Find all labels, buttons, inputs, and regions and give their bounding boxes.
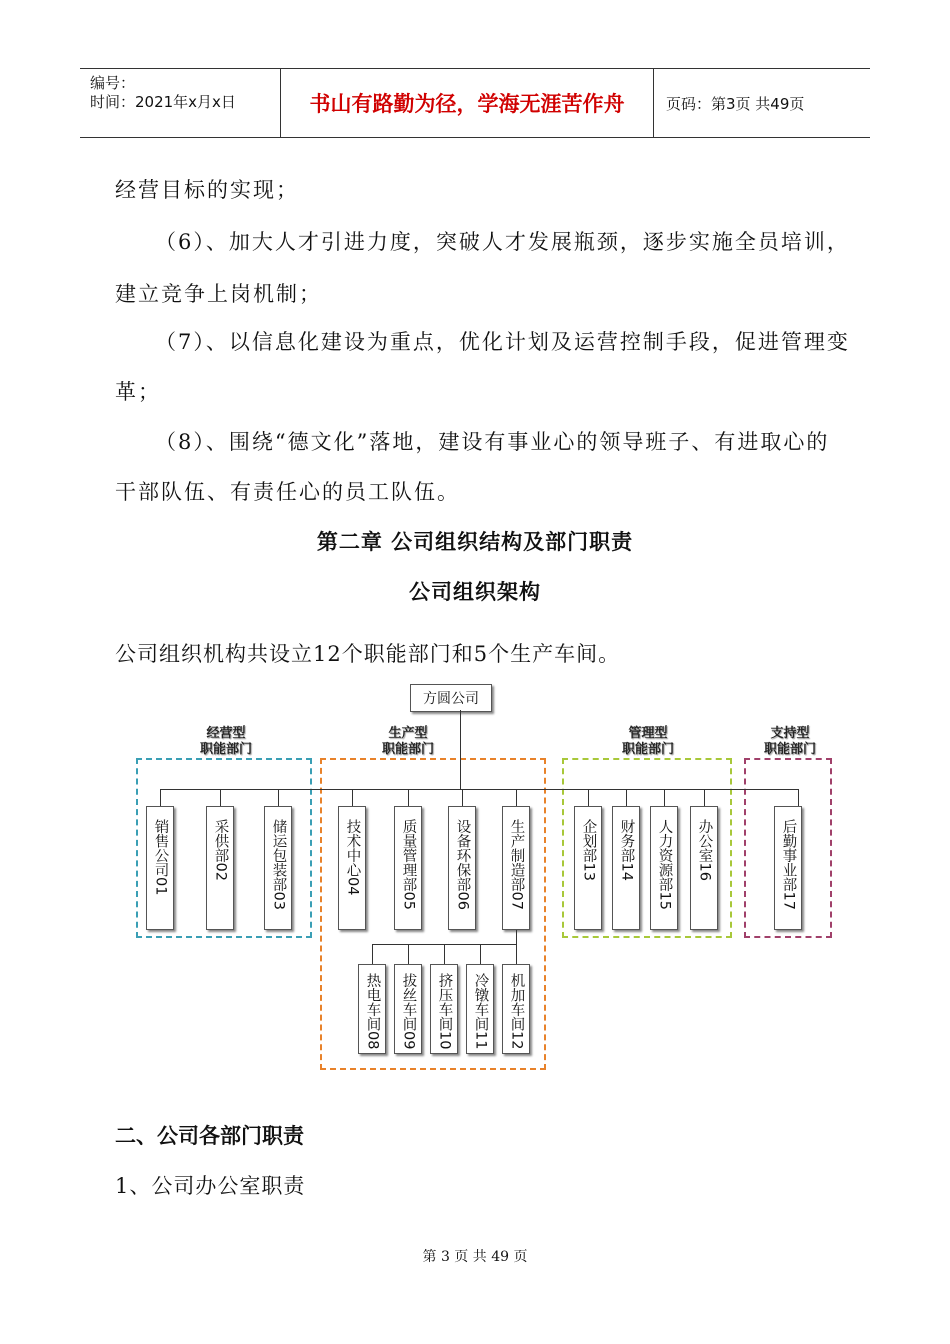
group-label-production: 生产型 职能部门 — [381, 726, 434, 757]
connector — [462, 789, 463, 806]
paragraph-line: （8）、围绕“德文化”落地，建设有事业心的领导班子、有进取心的 — [155, 430, 830, 454]
connector — [516, 789, 517, 806]
dept-box: 生产制造部07 — [502, 806, 530, 930]
workshop-box: 机加车间12 — [502, 964, 530, 1054]
group-label-support: 支持型 职能部门 — [763, 726, 816, 757]
connector — [664, 789, 665, 806]
connector — [516, 930, 517, 944]
dept-box: 技术中心04 — [338, 806, 366, 930]
group-label-management: 管理型 职能部门 — [621, 726, 674, 757]
paragraph-line: 革； — [115, 380, 161, 404]
connector — [516, 944, 517, 964]
connector — [408, 789, 409, 806]
connector — [220, 789, 221, 806]
connector — [626, 789, 627, 806]
workshop-box: 热电车间08 — [358, 964, 386, 1054]
time-label: 时间：2021年x月x日 — [90, 93, 236, 111]
connector — [704, 789, 705, 806]
workshop-box: 冷镦车间11 — [466, 964, 494, 1054]
intro-text: 公司组织机构共设立12个职能部门和5个生产车间。 — [115, 642, 621, 666]
sub-heading: 二、公司各部门职责 — [115, 1124, 304, 1148]
connector — [352, 789, 353, 806]
dept-box: 企划部13 — [574, 806, 602, 930]
dept-box: 人力资源部15 — [650, 806, 678, 930]
header-meta — [80, 69, 281, 137]
item-heading: 1、公司办公室职责 — [115, 1174, 306, 1198]
dept-box: 销售公司01 — [146, 806, 174, 930]
connector — [160, 789, 161, 806]
chapter-title: 第二章 公司组织结构及部门职责 — [316, 530, 634, 554]
header-page-info: 页码：第3页 共49页 — [666, 95, 805, 113]
number-label: 编号： — [90, 74, 136, 92]
root-box — [410, 684, 492, 712]
root-label: 方圆公司 — [423, 691, 479, 707]
connector — [408, 944, 409, 964]
dept-box: 后勤事业部17 — [774, 806, 802, 930]
paragraph-line: （6）、加大人才引进力度，突破人才发展瓶颈，逐步实施全员培训， — [155, 230, 850, 254]
paragraph-line: 经营目标的实现； — [115, 178, 299, 202]
connector — [278, 789, 279, 806]
connector — [480, 944, 481, 964]
connector — [588, 789, 589, 806]
connector — [460, 710, 461, 790]
dept-box: 采供部02 — [206, 806, 234, 930]
dept-box: 设备环保部06 — [448, 806, 476, 930]
dept-box: 质量管理部05 — [394, 806, 422, 930]
dept-box: 办公室16 — [690, 806, 718, 930]
page-footer: 第 3 页 共 49 页 — [422, 1249, 528, 1265]
paragraph-line: 建立竞争上岗机制； — [115, 282, 322, 306]
paragraph-line: （7）、以信息化建设为重点，优化计划及运营控制手段，促进管理变 — [155, 330, 850, 354]
workshop-box: 拔丝车间09 — [394, 964, 422, 1054]
org-chart — [128, 676, 840, 1076]
dept-box: 储运包装部03 — [264, 806, 292, 930]
section-title: 公司组织架构 — [409, 580, 541, 604]
group-label-business: 经营型 职能部门 — [199, 726, 252, 757]
page-header — [80, 68, 870, 138]
paragraph-line: 干部队伍、有责任心的员工队伍。 — [115, 480, 460, 504]
dept-box: 财务部14 — [612, 806, 640, 930]
connector — [160, 789, 798, 790]
workshop-box: 挤压车间10 — [430, 964, 458, 1054]
connector — [444, 944, 445, 964]
connector — [798, 789, 799, 806]
connector — [372, 944, 373, 964]
header-motto: 书山有路勤为径，学海无涯苦作舟 — [281, 69, 654, 137]
